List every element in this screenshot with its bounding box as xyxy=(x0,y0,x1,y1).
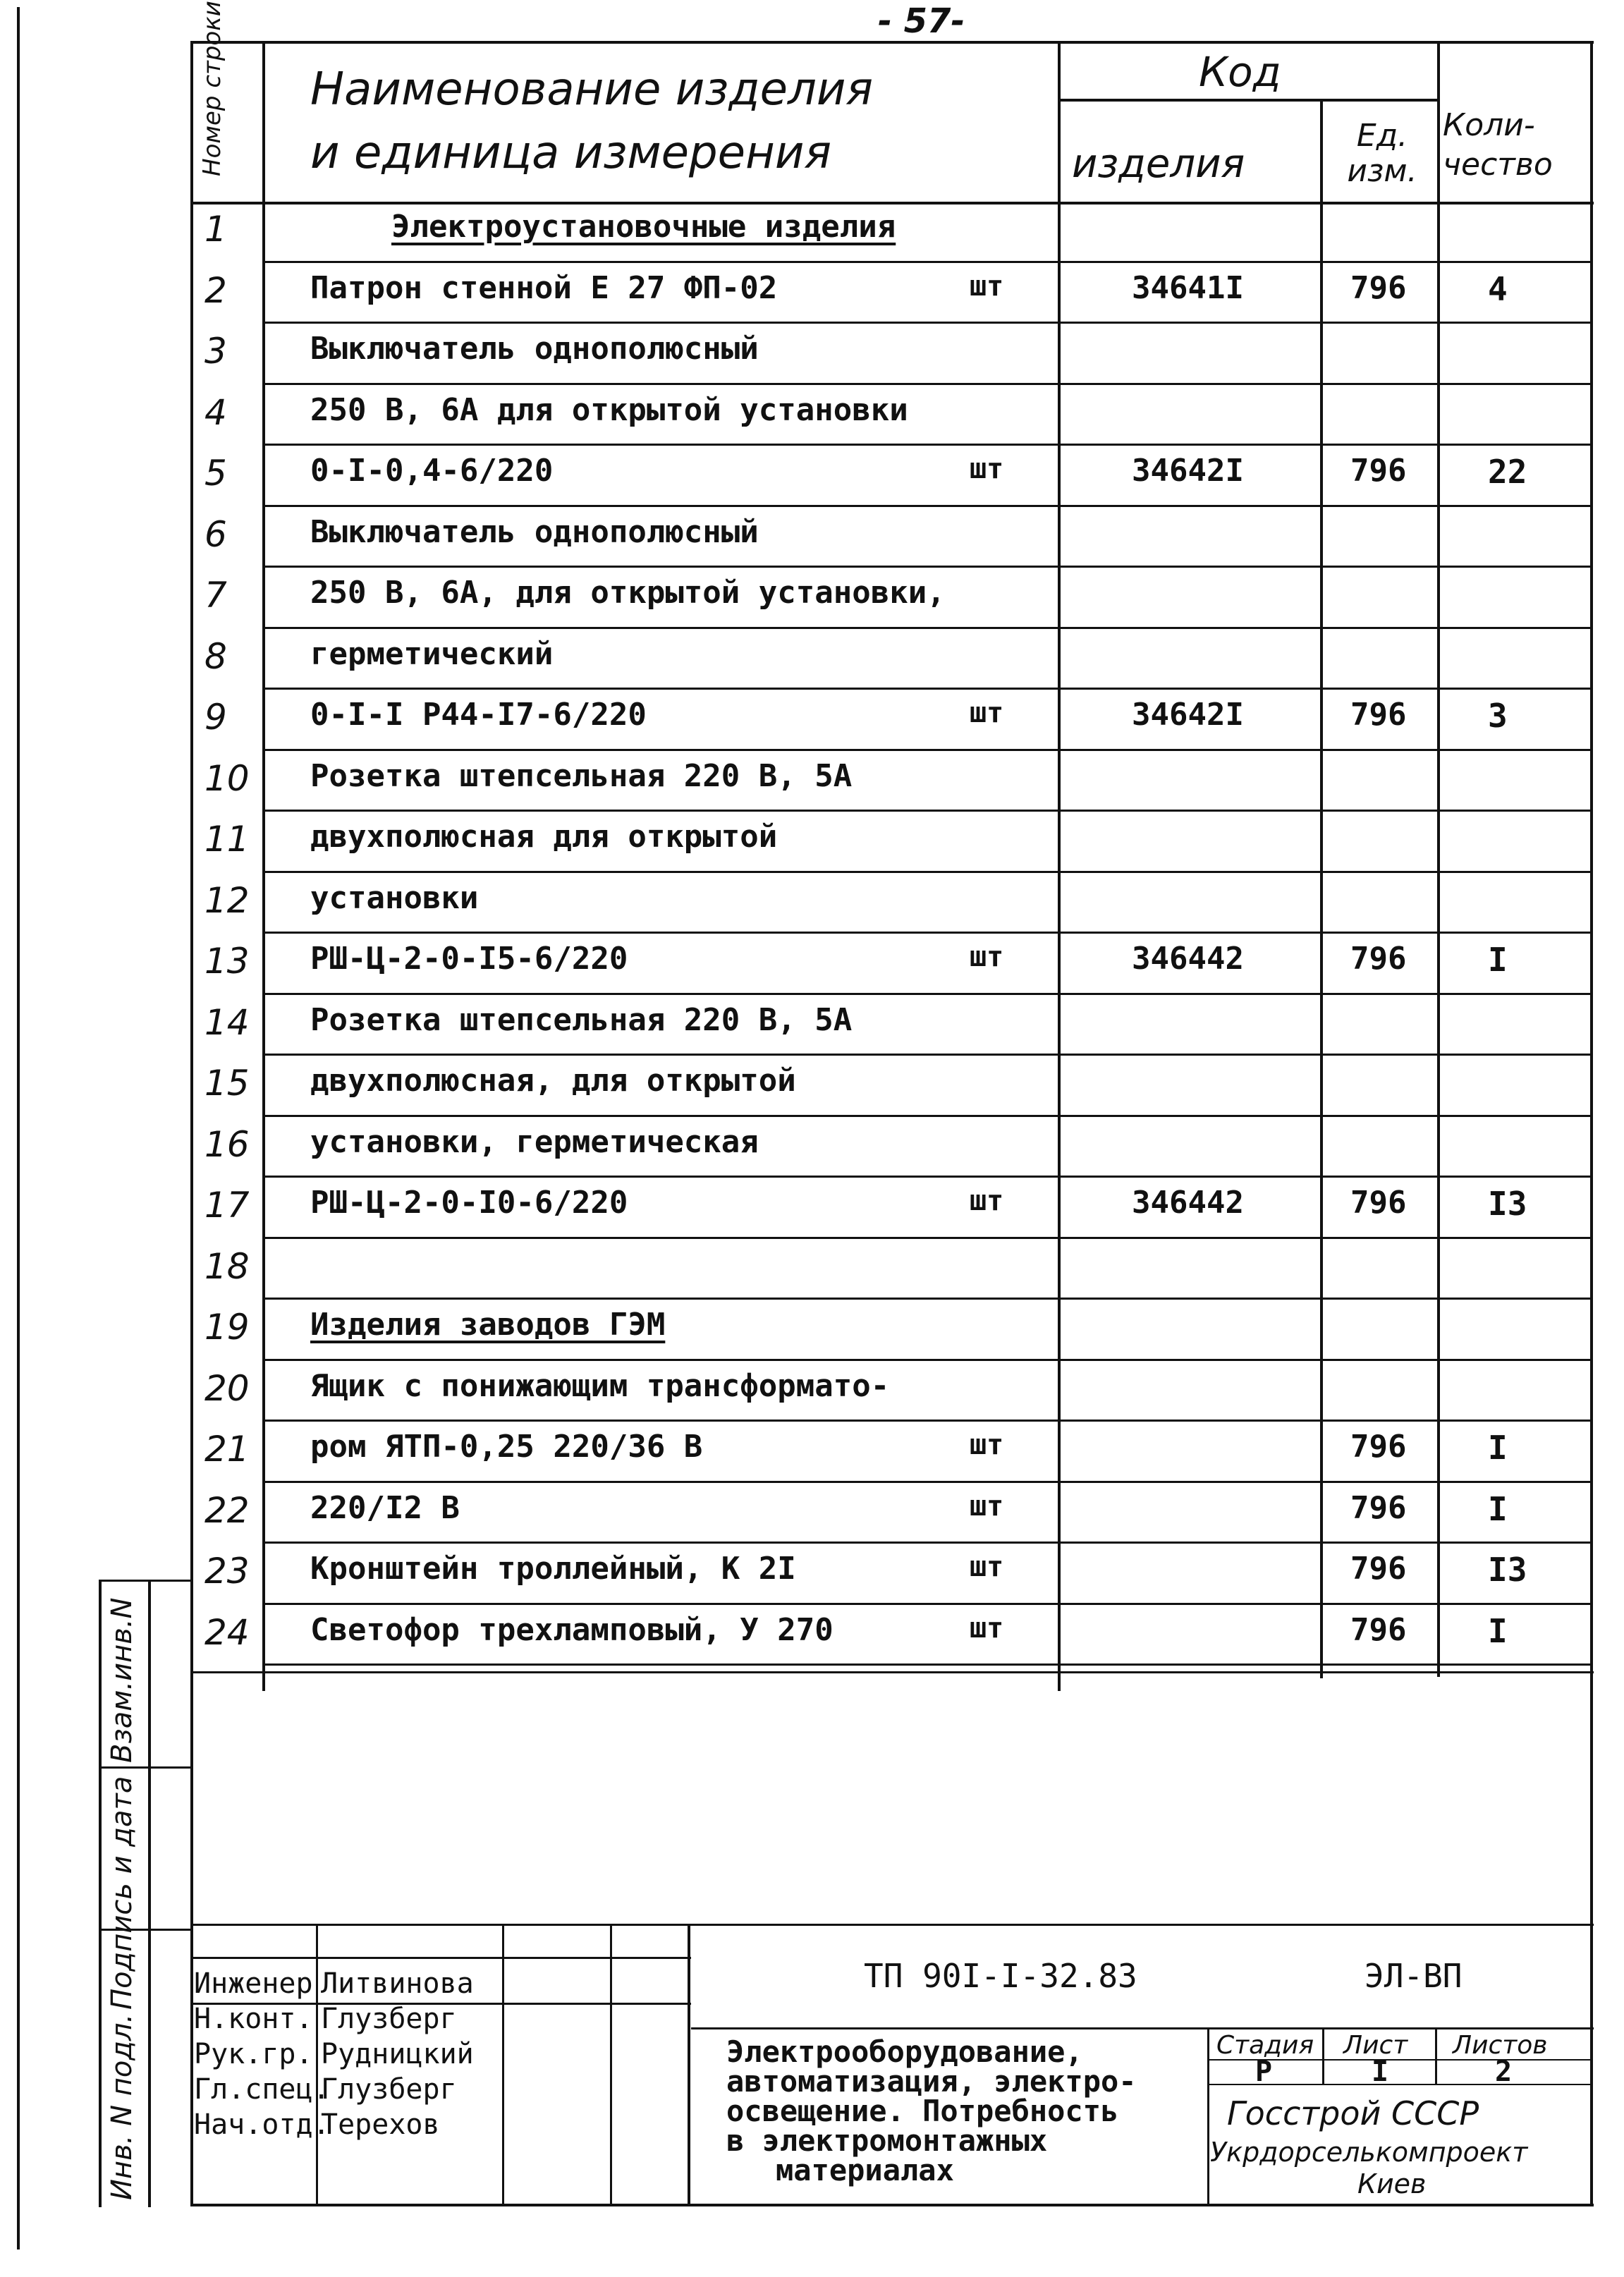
quantity: I xyxy=(1488,1489,1508,1528)
product-code: 34642I xyxy=(1132,453,1244,489)
item-name: Кронштейн троллейный, К 2I xyxy=(310,1551,796,1587)
org-line-1: Госстрой СССР xyxy=(1227,2094,1479,2132)
item-unit: шт xyxy=(970,941,1004,973)
description-line: материалах xyxy=(776,2153,954,2187)
row-number: 19 xyxy=(204,1307,250,1348)
unit-code: 796 xyxy=(1350,1551,1407,1587)
item-name: Розетка штепсельная 220 В, 5А xyxy=(310,1001,853,1038)
item-name: 0-I-I Р44-I7-6/220 xyxy=(310,697,647,733)
table-row xyxy=(0,324,1624,385)
unit-code: 796 xyxy=(1350,941,1407,977)
item-name: РШ-Ц-2-0-I5-6/220 xyxy=(310,941,628,977)
table-row xyxy=(0,690,1624,751)
item-name: Розетка штепсельная 220 В, 5А xyxy=(310,757,853,794)
row-number: 5 xyxy=(204,453,227,494)
table-row xyxy=(0,629,1624,690)
quantity: I xyxy=(1488,1429,1508,1467)
row-number: 22 xyxy=(204,1489,250,1531)
item-name: герметический xyxy=(310,635,554,672)
row-number: 20 xyxy=(204,1367,250,1409)
quantity: 3 xyxy=(1488,697,1508,735)
item-unit: шт xyxy=(970,269,1004,303)
org-line-3: Киев xyxy=(1357,2168,1427,2199)
role-label: Гл.спец. xyxy=(194,2073,330,2106)
item-name: Изделия заводов ГЭМ xyxy=(310,1307,666,1343)
sheets-value: 2 xyxy=(1495,2056,1513,2088)
description-line: в электромонтажных xyxy=(726,2123,1048,2158)
unit-code: 796 xyxy=(1350,1611,1407,1648)
table-row xyxy=(0,385,1624,446)
side-stamp-vzam-inv: Взам.инв.N xyxy=(106,1597,138,1763)
item-name: двухполюсная, для открытой xyxy=(310,1063,796,1099)
quantity: 4 xyxy=(1488,269,1508,308)
row-number: 14 xyxy=(204,1001,250,1043)
product-code: 34641I xyxy=(1132,269,1244,306)
row-number: 7 xyxy=(204,575,227,616)
table-row xyxy=(0,1117,1624,1178)
item-name: Электроустановочные изделия xyxy=(391,209,896,245)
quantity: I3 xyxy=(1488,1551,1527,1589)
unit-code: 796 xyxy=(1350,269,1407,306)
product-code: 346442 xyxy=(1132,941,1244,977)
stage-value: Р xyxy=(1255,2056,1273,2088)
item-unit: шт xyxy=(970,1551,1004,1583)
row-number: 21 xyxy=(204,1429,250,1470)
item-unit: шт xyxy=(970,1185,1004,1217)
row-number: 13 xyxy=(204,941,250,982)
table-row xyxy=(0,1300,1624,1361)
product-code: 34642I xyxy=(1132,697,1244,733)
product-code: 346442 xyxy=(1132,1185,1244,1221)
table-row xyxy=(0,812,1624,873)
table-row xyxy=(0,751,1624,812)
role-label: Н.конт. xyxy=(194,2003,313,2035)
unit-code: 796 xyxy=(1350,1489,1407,1526)
item-unit: шт xyxy=(970,1611,1004,1644)
table-row xyxy=(0,934,1624,995)
row-number: 23 xyxy=(204,1551,250,1592)
item-name: двухполюсная для открытой xyxy=(310,819,778,855)
quantity: I3 xyxy=(1488,1185,1527,1223)
unit-code: 796 xyxy=(1350,697,1407,733)
row-number: 16 xyxy=(204,1123,250,1165)
item-name: 250 В, 6А для открытой установки xyxy=(310,391,908,428)
unit-code: 796 xyxy=(1350,1185,1407,1221)
sheet-value: I xyxy=(1372,2056,1389,2088)
item-unit: шт xyxy=(970,1429,1004,1461)
row-number: 17 xyxy=(204,1185,250,1226)
org-line-2: Укрдорселькомпроект xyxy=(1210,2137,1528,2168)
table-row xyxy=(0,1178,1624,1239)
item-unit: шт xyxy=(970,453,1004,485)
table-row xyxy=(0,873,1624,934)
sheets-label: Листов xyxy=(1453,2031,1548,2060)
header-unit-code: Ед. изм. xyxy=(1347,118,1417,189)
doc-code: ТП 90I-I-32.83 xyxy=(864,1957,1137,1995)
role-label: Инженер xyxy=(194,1967,313,2000)
sheet-code: ЭЛ-ВП xyxy=(1364,1957,1463,1995)
role-label: Рук.гр. xyxy=(194,2038,313,2070)
row-number: 10 xyxy=(204,757,250,799)
role-person: Глузберг xyxy=(321,2073,457,2106)
row-number: 2 xyxy=(204,269,227,311)
sheet-label: Лист xyxy=(1343,2031,1408,2060)
table-row xyxy=(0,263,1624,324)
header-name-line2: и единица измерения xyxy=(310,127,831,179)
row-number: 24 xyxy=(204,1611,250,1653)
table-row xyxy=(0,568,1624,629)
table-row xyxy=(0,202,1624,263)
role-person: Терехов xyxy=(321,2108,440,2141)
role-person: Литвинова xyxy=(321,1967,474,2000)
description-line: автоматизация, электро- xyxy=(726,2064,1137,2099)
description-line: Электрооборудование, xyxy=(726,2034,1083,2069)
role-label: Нач.отд. xyxy=(194,2108,330,2141)
row-number: 8 xyxy=(204,635,227,677)
table-row xyxy=(0,1483,1624,1544)
item-name: Выключатель однополюсный xyxy=(310,513,759,550)
row-number: 9 xyxy=(204,697,227,738)
table-row xyxy=(0,1605,1624,1666)
row-number: 18 xyxy=(204,1245,250,1287)
item-name: 250 В, 6А, для открытой установки, xyxy=(310,575,946,611)
table-row xyxy=(0,995,1624,1056)
unit-code: 796 xyxy=(1350,453,1407,489)
row-number: 6 xyxy=(204,513,227,555)
item-name: Патрон стенной Е 27 ФП-02 xyxy=(310,269,778,306)
item-name: 0-I-0,4-6/220 xyxy=(310,453,554,489)
header-code: Код xyxy=(1199,48,1281,96)
table-row xyxy=(0,1361,1624,1422)
quantity: 22 xyxy=(1488,453,1527,491)
stage-label: Стадия xyxy=(1216,2031,1314,2060)
header-row-number: Номер строки xyxy=(198,1,226,176)
item-name: Светофор трехламповый, У 270 xyxy=(310,1611,834,1648)
side-stamp-inv-podl: Инв. N подл. xyxy=(106,2013,138,2200)
table-row xyxy=(0,1056,1624,1117)
unit-code: 796 xyxy=(1350,1429,1407,1465)
item-name: установки xyxy=(310,879,479,916)
quantity: I xyxy=(1488,941,1508,979)
item-name: Ящик с понижающим трансформато- xyxy=(310,1367,890,1404)
header-quantity: Коли- чество xyxy=(1443,107,1553,183)
role-person: Глузберг xyxy=(321,2003,457,2035)
table-row xyxy=(0,1239,1624,1300)
row-number: 15 xyxy=(204,1063,250,1104)
table-row xyxy=(0,507,1624,568)
role-person: Рудницкий xyxy=(321,2038,474,2070)
row-number: 3 xyxy=(204,331,227,372)
table-row xyxy=(0,1422,1624,1483)
row-number: 11 xyxy=(204,819,250,860)
header-code-product: изделия xyxy=(1072,141,1245,187)
table-row xyxy=(0,446,1624,507)
row-number: 1 xyxy=(204,209,227,250)
item-name: Выключатель однополюсный xyxy=(310,331,759,367)
page-number: - 57- xyxy=(878,1,965,41)
row-number: 4 xyxy=(204,391,227,433)
item-unit: шт xyxy=(970,697,1004,729)
quantity: I xyxy=(1488,1611,1508,1650)
item-name: 220/I2 В xyxy=(310,1489,460,1526)
table-row xyxy=(0,1544,1624,1605)
header-name-line1: Наименование изделия xyxy=(310,63,873,116)
row-number: 12 xyxy=(204,879,250,921)
side-stamp-signature-date: Подпись и дата xyxy=(106,1776,138,2010)
description-line: освещение. Потребность xyxy=(726,2094,1119,2128)
item-name: ром ЯТП-0,25 220/36 В xyxy=(310,1429,703,1465)
item-name: установки, герметическая xyxy=(310,1123,759,1160)
item-unit: шт xyxy=(970,1489,1004,1522)
item-name: РШ-Ц-2-0-I0-6/220 xyxy=(310,1185,628,1221)
